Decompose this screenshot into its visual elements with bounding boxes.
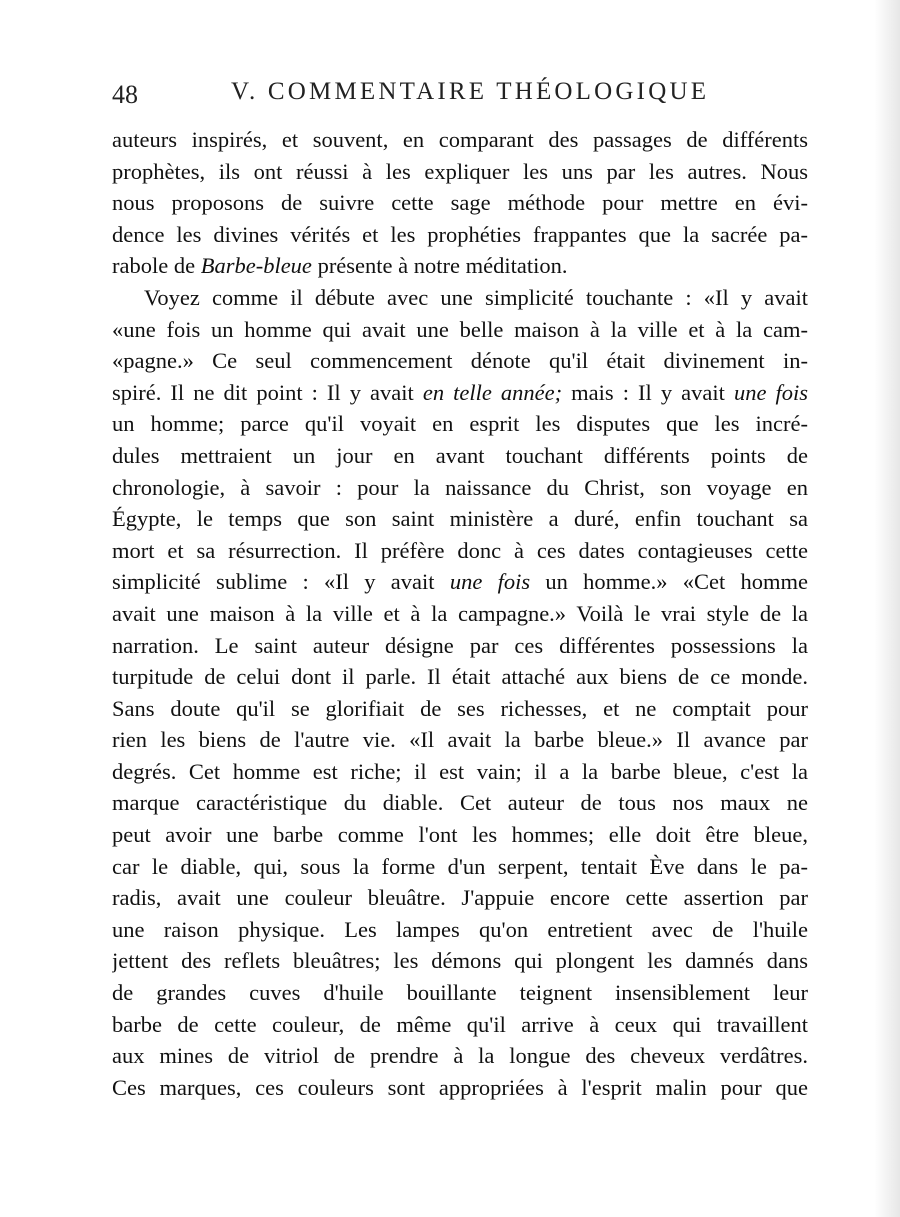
italic-phrase: une fois (733, 379, 808, 405)
text-line: avait une maison à la ville et à la campagne.» Voilà le vrai style de la (112, 600, 808, 626)
text-line: aux mines de vitriol de prendre à la longue des cheveux verdâtres. (112, 1043, 808, 1069)
text-segment: présente à notre méditation. (311, 253, 568, 279)
text-segment: rabole de (112, 253, 201, 279)
text-line: narration. Le saint auteur désigne par ces différentes possessions la (112, 632, 808, 658)
text-line: peut avoir une barbe comme l'ont les hommes; elle doit être bleue, (112, 822, 808, 848)
text-line: Sans doute qu'il se glorifiait de ses richesses, et ne comptait pour (112, 695, 808, 721)
text-line (112, 250, 808, 282)
text-line: mort et sa résurrection. Il préfère donc à ces dates contagieuses cette (112, 537, 808, 563)
text-line: jettent des reflets bleuâtres; les démons qui plongent les damnés dans (112, 948, 808, 974)
text-segment: simplicité sublime : «Il y avait (112, 569, 450, 595)
text-line: dules mettraient un jour en avant touchant différents points de (112, 442, 808, 468)
page-edge-shadow (874, 0, 900, 1217)
text-line (112, 566, 808, 598)
italic-title: Barbe-bleue (200, 253, 312, 279)
text-line: rien les biens de l'autre vie. «Il avait la barbe bleue.» Il avance par (112, 727, 808, 753)
text-line: marque caractéristique du diable. Cet auteur de tous nos maux ne (112, 790, 808, 816)
text-segment: spiré. Il ne dit point : Il y avait (112, 379, 423, 405)
text-line (112, 377, 808, 409)
text-line: car le diable, qui, sous la forme d'un serpent, tentait Ève dans le pa- (112, 853, 808, 879)
text-line: Ces marques, ces couleurs sont appropriées à l'esprit malin pour que (112, 1074, 808, 1100)
text-line: nous proposons de suivre cette sage méthode pour mettre en évi- (112, 190, 808, 216)
text-line: Égypte, le temps que son saint ministère a duré, enfin touchant sa (112, 506, 808, 532)
text-line: un homme; parce qu'il voyait en esprit les disputes que les incré- (112, 411, 808, 437)
text-line: chronologie, à savoir : pour la naissance du Christ, son voyage en (112, 474, 808, 500)
text-line: de grandes cuves d'huile bouillante teignent insensiblement leur (112, 980, 808, 1006)
text-line: «une fois un homme qui avait une belle maison à la ville et à la cam- (112, 316, 808, 342)
text-segment: mais : Il y avait (562, 379, 734, 405)
text-line: barbe de cette couleur, de même qu'il arrive à ceux qui travaillent (112, 1011, 808, 1037)
italic-phrase: une fois (449, 569, 531, 595)
italic-phrase: en telle année; (422, 379, 563, 405)
text-line: dence les divines vérités et les prophéties frappantes que la sacrée pa- (112, 221, 808, 247)
text-segment: un homme.» «Cet homme (530, 569, 808, 595)
text-line: turpitude de celui dont il parle. Il était attaché aux biens de ce monde. (112, 664, 808, 690)
text-line: prophètes, ils ont réussi à les expliquer les uns par les autres. Nous (112, 158, 808, 184)
text-line: une raison physique. Les lampes qu'on entretient avec de l'huile (112, 916, 808, 942)
text-line: radis, avait une couleur bleuâtre. J'appuie encore cette assertion par (112, 885, 808, 911)
text-line: degrés. Cet homme est riche; il est vain; il a la barbe bleue, c'est la (112, 758, 808, 784)
text-line: «pagne.» Ce seul commencement dénote qu'il était divinement in- (112, 348, 808, 374)
page-number: 48 (112, 80, 138, 109)
running-title: V. COMMENTAIRE THÉOLOGIQUE (231, 78, 710, 105)
text-line: auteurs inspirés, et souvent, en comparant des passages de différents (112, 127, 808, 152)
text-line: Voyez comme il débute avec une simplicité touchante : «Il y avait (144, 284, 808, 310)
page-header (112, 76, 812, 116)
body-text (112, 124, 808, 1103)
